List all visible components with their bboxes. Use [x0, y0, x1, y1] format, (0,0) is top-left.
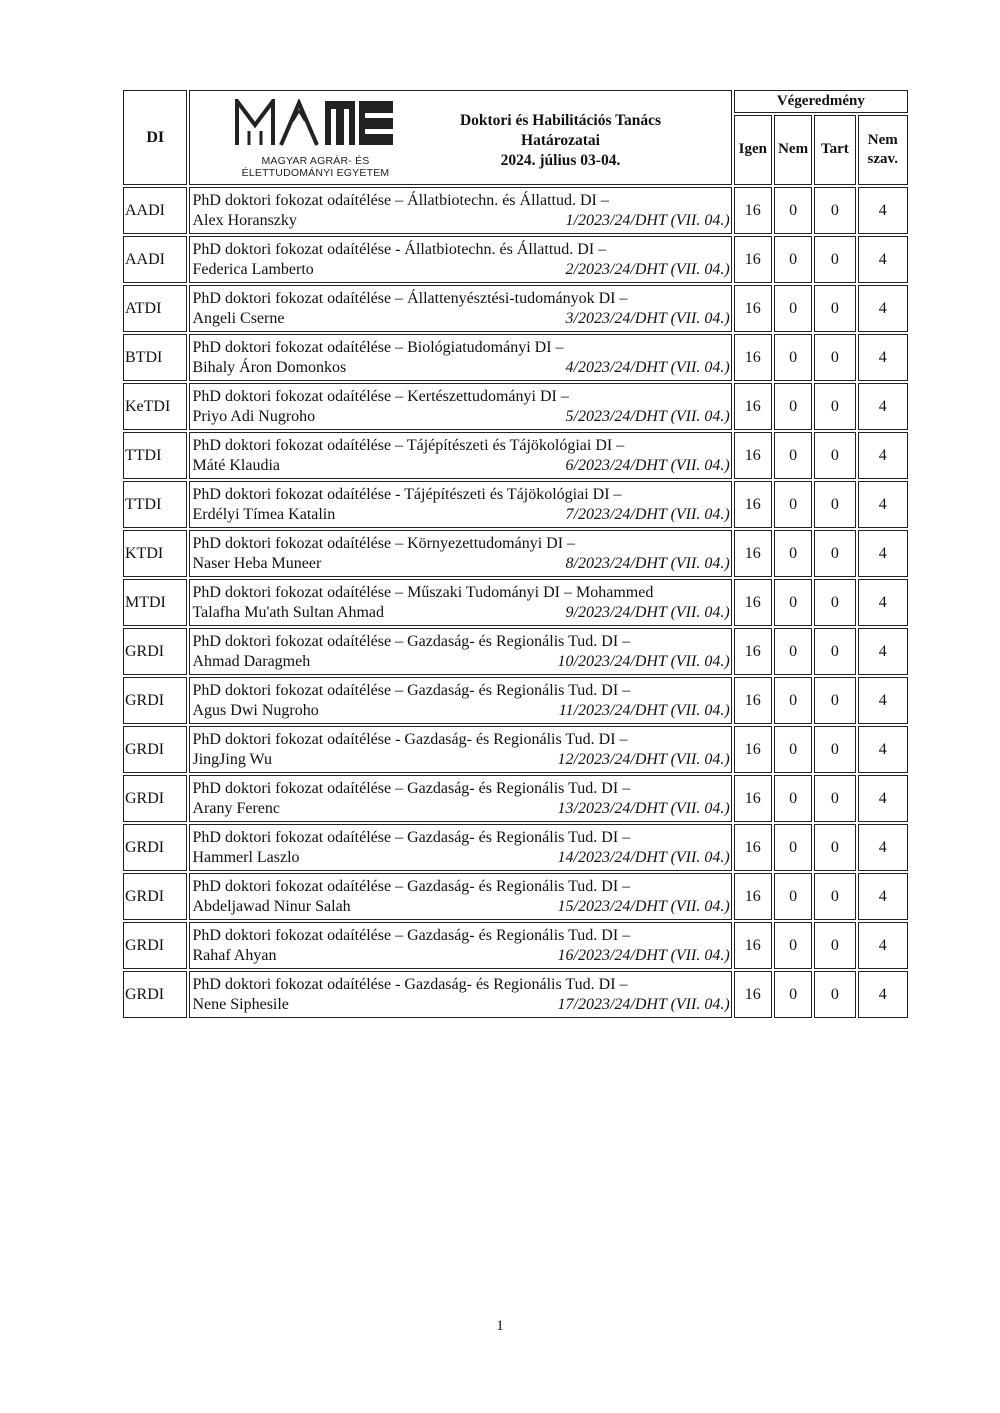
page-number: 1 — [496, 1318, 504, 1334]
resolution-description — [189, 530, 731, 577]
votes-no: 0 — [774, 334, 812, 381]
resolution-number: 4/2023/24/DHT (VII. 04.) — [565, 359, 730, 376]
resolution-description — [189, 187, 731, 234]
resolution-description — [189, 481, 731, 528]
votes-not-voting: 4 — [858, 922, 908, 969]
votes-no: 0 — [774, 775, 812, 822]
table-body — [123, 187, 908, 1018]
votes-not-voting: 4 — [858, 334, 908, 381]
votes-no: 0 — [774, 481, 812, 528]
table-row — [123, 971, 908, 1018]
resolution-description — [189, 873, 731, 920]
votes-yes: 16 — [734, 334, 772, 381]
table-row — [123, 677, 908, 724]
resolution-description — [189, 628, 731, 675]
candidate-name: Bihaly Áron Domonkos — [192, 359, 347, 376]
table-row — [123, 628, 908, 675]
header-title-cell — [189, 90, 731, 185]
votes-yes: 16 — [734, 873, 772, 920]
resolutions-table — [121, 88, 910, 1020]
description-line: PhD doktori fokozat odaítélése – Műszaki Tudományi DI – Mohammed — [192, 584, 654, 601]
candidate-name: Erdélyi Tímea Katalin — [192, 506, 336, 523]
votes-abstain: 0 — [814, 677, 855, 724]
candidate-name: JingJing Wu — [192, 751, 272, 768]
votes-abstain: 0 — [814, 530, 855, 577]
di-code: GRDI — [123, 873, 187, 920]
votes-yes: 16 — [734, 726, 772, 773]
votes-abstain: 0 — [814, 971, 855, 1018]
description-line: PhD doktori fokozat odaítélése – Állattenyésztési-tudományok DI – — [192, 290, 628, 307]
description-line: PhD doktori fokozat odaítélése – Kertészettudományi DI – — [192, 388, 569, 405]
resolution-number: 17/2023/24/DHT (VII. 04.) — [557, 996, 730, 1013]
di-code: TTDI — [123, 481, 187, 528]
votes-not-voting: 4 — [858, 481, 908, 528]
votes-yes: 16 — [734, 285, 772, 332]
votes-no: 0 — [774, 677, 812, 724]
resolution-number: 2/2023/24/DHT (VII. 04.) — [565, 261, 730, 278]
resolution-number: 10/2023/24/DHT (VII. 04.) — [557, 653, 730, 670]
votes-abstain: 0 — [814, 187, 855, 234]
candidate-name: Priyo Adi Nugroho — [192, 408, 316, 425]
col-not-voting-header: Nem szav. — [858, 115, 908, 185]
di-code: MTDI — [123, 579, 187, 626]
votes-not-voting: 4 — [858, 775, 908, 822]
col-yes-header: Igen — [734, 115, 772, 185]
council-line-2: Határozatai — [521, 132, 600, 149]
votes-abstain: 0 — [814, 334, 855, 381]
votes-abstain: 0 — [814, 775, 855, 822]
votes-not-voting: 4 — [858, 971, 908, 1018]
votes-not-voting: 4 — [858, 236, 908, 283]
description-line: PhD doktori fokozat odaítélése – Gazdaság- és Regionális Tud. DI – — [192, 682, 631, 699]
resolution-number: 16/2023/24/DHT (VII. 04.) — [557, 947, 730, 964]
votes-yes: 16 — [734, 187, 772, 234]
votes-abstain: 0 — [814, 922, 855, 969]
votes-no: 0 — [774, 236, 812, 283]
council-title — [440, 111, 680, 171]
resolution-number: 11/2023/24/DHT (VII. 04.) — [558, 702, 730, 719]
table-row — [123, 873, 908, 920]
description-line: PhD doktori fokozat odaítélése – Gazdaság- és Regionális Tud. DI – — [192, 927, 631, 944]
votes-no: 0 — [774, 530, 812, 577]
resolution-number: 12/2023/24/DHT (VII. 04.) — [557, 751, 730, 768]
votes-yes: 16 — [734, 775, 772, 822]
votes-abstain: 0 — [814, 236, 855, 283]
votes-abstain: 0 — [814, 726, 855, 773]
description-line: PhD doktori fokozat odaítélése - Gazdaság- és Regionális Tud. DI – — [192, 731, 628, 748]
votes-no: 0 — [774, 285, 812, 332]
di-code: GRDI — [123, 922, 187, 969]
resolution-description — [189, 285, 731, 332]
votes-no: 0 — [774, 628, 812, 675]
votes-yes: 16 — [734, 383, 772, 430]
resolution-description — [189, 677, 731, 724]
candidate-name: Abdeljawad Ninur Salah — [192, 898, 351, 915]
resolution-number: 5/2023/24/DHT (VII. 04.) — [565, 408, 730, 425]
table-row — [123, 285, 908, 332]
di-code: AADI — [123, 236, 187, 283]
candidate-name: Hammerl Laszlo — [192, 849, 300, 866]
di-code: GRDI — [123, 677, 187, 724]
candidate-name: Angeli Cserne — [192, 310, 285, 327]
candidate-name: Máté Klaudia — [192, 457, 281, 474]
votes-yes: 16 — [734, 628, 772, 675]
table-row — [123, 481, 908, 528]
resolution-description — [189, 432, 731, 479]
votes-yes: 16 — [734, 236, 772, 283]
votes-no: 0 — [774, 873, 812, 920]
table-row — [123, 775, 908, 822]
votes-no: 0 — [774, 971, 812, 1018]
votes-yes: 16 — [734, 971, 772, 1018]
votes-not-voting: 4 — [858, 873, 908, 920]
votes-yes: 16 — [734, 677, 772, 724]
table-row — [123, 432, 908, 479]
resolution-description — [189, 775, 731, 822]
candidate-name: Rahaf Ahyan — [192, 947, 277, 964]
resolutions-document — [123, 88, 910, 1020]
resolution-description — [189, 922, 731, 969]
table-row — [123, 726, 908, 773]
di-code: GRDI — [123, 628, 187, 675]
resolution-description — [189, 383, 731, 430]
table-row — [123, 187, 908, 234]
description-line: PhD doktori fokozat odaítélése – Állatbiotechn. és Állattud. DI – — [192, 192, 609, 209]
votes-yes: 16 — [734, 824, 772, 871]
resolution-number: 6/2023/24/DHT (VII. 04.) — [565, 457, 730, 474]
votes-abstain: 0 — [814, 481, 855, 528]
votes-no: 0 — [774, 726, 812, 773]
resolution-number: 13/2023/24/DHT (VII. 04.) — [557, 800, 730, 817]
votes-yes: 16 — [734, 922, 772, 969]
description-line: PhD doktori fokozat odaítélése - Gazdaság- és Regionális Tud. DI – — [192, 976, 628, 993]
description-line: PhD doktori fokozat odaítélése - Állatbiotechn. és Állattud. DI – — [192, 241, 607, 258]
votes-abstain: 0 — [814, 383, 855, 430]
votes-not-voting: 4 — [858, 432, 908, 479]
candidate-name: Arany Ferenc — [192, 800, 280, 817]
di-code: GRDI — [123, 824, 187, 871]
votes-no: 0 — [774, 383, 812, 430]
resolution-number: 14/2023/24/DHT (VII. 04.) — [557, 849, 730, 866]
votes-not-voting: 4 — [858, 579, 908, 626]
votes-not-voting: 4 — [858, 677, 908, 724]
resolution-number: 3/2023/24/DHT (VII. 04.) — [565, 310, 730, 327]
candidate-name: Naser Heba Muneer — [192, 555, 322, 572]
council-date: 2024. július 03-04. — [500, 152, 621, 169]
di-code: TTDI — [123, 432, 187, 479]
di-code: GRDI — [123, 971, 187, 1018]
mate-logo-icon — [235, 99, 395, 147]
resolution-description — [189, 824, 731, 871]
votes-not-voting: 4 — [858, 628, 908, 675]
description-line: PhD doktori fokozat odaítélése – Biológiatudományi DI – — [192, 339, 564, 356]
di-code: KeTDI — [123, 383, 187, 430]
candidate-name: Agus Dwi Nugroho — [192, 702, 319, 719]
table-row — [123, 824, 908, 871]
votes-no: 0 — [774, 824, 812, 871]
council-line-1: Doktori és Habilitációs Tanács — [459, 112, 662, 129]
resolution-description — [189, 579, 731, 626]
votes-not-voting: 4 — [858, 285, 908, 332]
votes-not-voting: 4 — [858, 383, 908, 430]
votes-no: 0 — [774, 922, 812, 969]
resolution-number: 15/2023/24/DHT (VII. 04.) — [557, 898, 730, 915]
votes-no: 0 — [774, 432, 812, 479]
resolution-description — [189, 726, 731, 773]
votes-yes: 16 — [734, 432, 772, 479]
votes-abstain: 0 — [814, 873, 855, 920]
candidate-name: Federica Lamberto — [192, 261, 314, 278]
table-row — [123, 922, 908, 969]
di-code: ATDI — [123, 285, 187, 332]
resolution-number: 9/2023/24/DHT (VII. 04.) — [565, 604, 730, 621]
di-code: GRDI — [123, 775, 187, 822]
votes-not-voting: 4 — [858, 824, 908, 871]
candidate-name: Alex Horanszky — [192, 212, 297, 229]
result-group-header: Végeredmény — [734, 90, 908, 113]
di-code: BTDI — [123, 334, 187, 381]
votes-yes: 16 — [734, 579, 772, 626]
description-line: PhD doktori fokozat odaítélése – Gazdaság- és Regionális Tud. DI – — [192, 633, 631, 650]
di-code: AADI — [123, 187, 187, 234]
description-line: PhD doktori fokozat odaítélése – Gazdaság- és Regionális Tud. DI – — [192, 780, 631, 797]
votes-yes: 16 — [734, 530, 772, 577]
votes-abstain: 0 — [814, 628, 855, 675]
votes-no: 0 — [774, 579, 812, 626]
col-no-header: Nem — [774, 115, 812, 185]
di-code: KTDI — [123, 530, 187, 577]
candidate-name: Ahmad Daragmeh — [192, 653, 311, 670]
votes-no: 0 — [774, 187, 812, 234]
logo-subtitle: MAGYAR AGRÁR- ÉS ÉLETTUDOMÁNYI EGYETEM — [241, 155, 390, 179]
description-line: PhD doktori fokozat odaítélése – Tájépítészeti és Tájökológiai DI – — [192, 437, 625, 454]
resolution-description — [189, 971, 731, 1018]
description-line: PhD doktori fokozat odaítélése – Gazdaság- és Regionális Tud. DI – — [192, 878, 631, 895]
resolution-description — [189, 334, 731, 381]
description-line: PhD doktori fokozat odaítélése - Tájépítészeti és Tájökológiai DI – — [192, 486, 622, 503]
header-row — [123, 90, 908, 113]
resolution-number: 1/2023/24/DHT (VII. 04.) — [565, 212, 730, 229]
votes-abstain: 0 — [814, 432, 855, 479]
resolution-number: 8/2023/24/DHT (VII. 04.) — [565, 555, 730, 572]
table-row — [123, 236, 908, 283]
votes-yes: 16 — [734, 481, 772, 528]
mate-logo — [230, 99, 400, 179]
table-row — [123, 334, 908, 381]
table-row — [123, 579, 908, 626]
candidate-name: Talafha Mu'ath Sultan Ahmad — [192, 604, 384, 621]
votes-abstain: 0 — [814, 579, 855, 626]
votes-not-voting: 4 — [858, 726, 908, 773]
table-row — [123, 530, 908, 577]
candidate-name: Nene Siphesile — [192, 996, 289, 1013]
di-code: GRDI — [123, 726, 187, 773]
votes-abstain: 0 — [814, 285, 855, 332]
description-line: PhD doktori fokozat odaítélése – Gazdaság- és Regionális Tud. DI – — [192, 829, 631, 846]
resolution-description — [189, 236, 731, 283]
di-column-header: DI — [123, 90, 187, 185]
description-line: PhD doktori fokozat odaítélése – Környezettudományi DI – — [192, 535, 576, 552]
votes-abstain: 0 — [814, 824, 855, 871]
table-row — [123, 383, 908, 430]
col-abstain-header: Tart — [814, 115, 855, 185]
resolution-number: 7/2023/24/DHT (VII. 04.) — [565, 506, 730, 523]
votes-not-voting: 4 — [858, 187, 908, 234]
votes-not-voting: 4 — [858, 530, 908, 577]
